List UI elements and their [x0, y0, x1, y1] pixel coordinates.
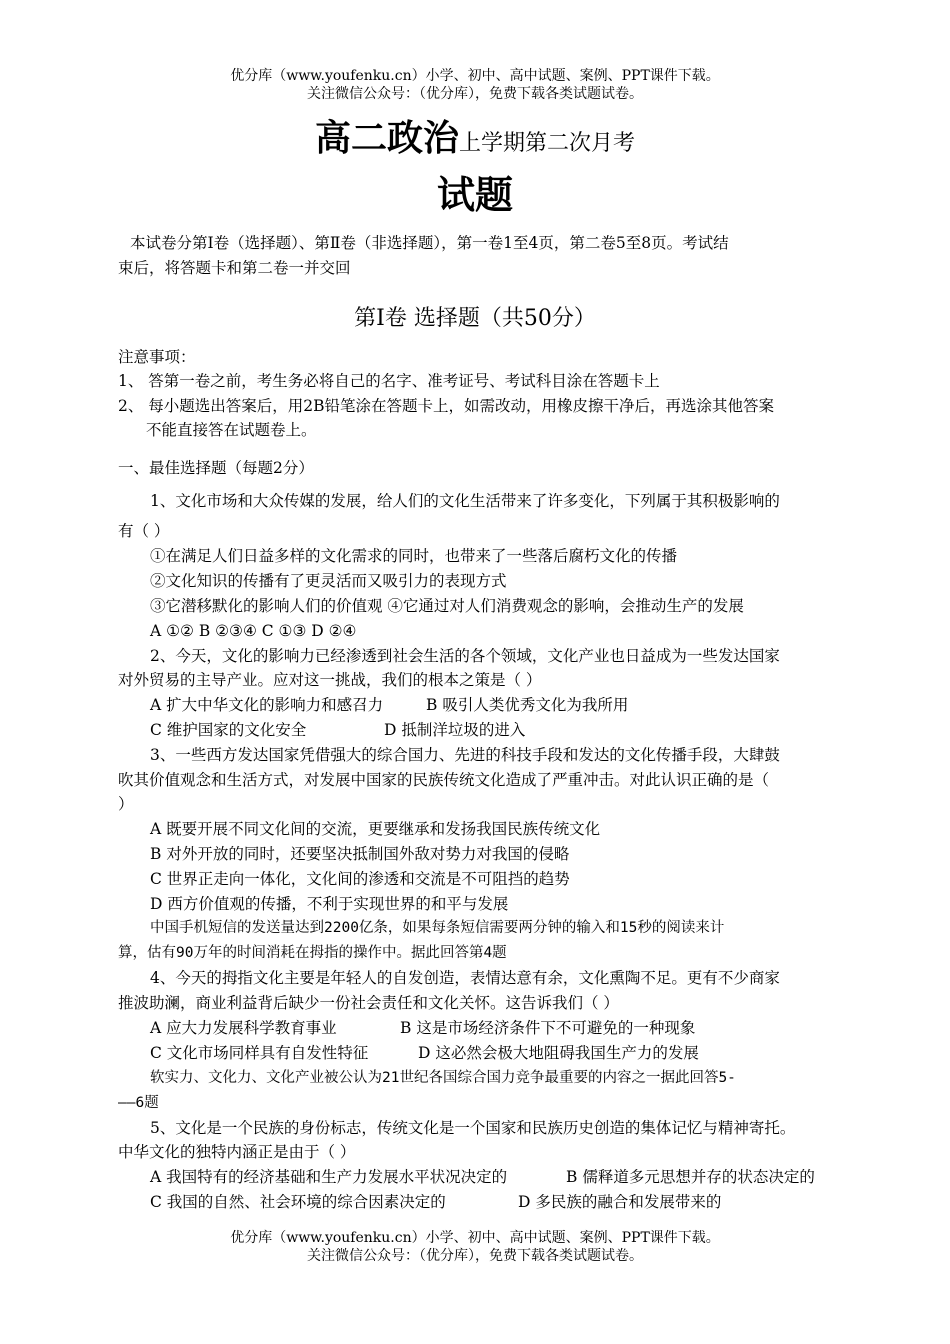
intro-line-2: 束后，将答题卡和第二卷一并交回 — [118, 259, 351, 277]
q4-option-a: A 应大力发展科学教育事业 — [150, 1019, 337, 1037]
q1-stem-cont: 有（ ） — [118, 522, 170, 540]
title-subject: 高二政治 — [314, 118, 459, 159]
q2-option-a: A 扩大中华文化的影响力和感召力 — [150, 696, 384, 714]
q2-stem-cont: 对外贸易的主导产业。应对这一挑战，我们的根本之策是（ ） — [118, 671, 542, 689]
notice-heading: 注意事项： — [118, 348, 196, 366]
page-title-line2: 试题 — [436, 173, 513, 217]
q5-stem: 5、文化是一个民族的身份标志，传统文化是一个国家和民族历史创造的集体记忆与精神寄托。 — [150, 1119, 796, 1137]
q3-option-a: A 既要开展不同文化间的交流，更要继承和发扬我国民族传统文化 — [150, 820, 601, 838]
q1-statement-3: ③它潜移默化的影响人们的价值观 ④它通过对人们消费观念的影响，会推动生产的发展 — [150, 597, 744, 615]
material-1-line-1: 中国手机短信的发送量达到2200亿条，如果每条短信需要两分钟的输入和15秒的阅读来计 — [150, 920, 725, 936]
q4-option-d: D 这必然会极大地阻碍我国生产力的发展 — [418, 1044, 699, 1062]
header-line-2: 关注微信公众号：（优分库），免费下载各类试题试卷。 — [307, 86, 643, 102]
q4-stem-cont: 推波助澜，商业利益背后缺少一份社会责任和文化关怀。这告诉我们（ ） — [118, 994, 619, 1012]
q5-option-d: D 多民族的融合和发展带来的 — [518, 1193, 722, 1211]
q5-stem-cont: 中华文化的独特内涵正是由于（ ） — [118, 1143, 356, 1161]
q4-option-c: C 文化市场同样具有自发性特征 — [150, 1044, 369, 1062]
q3-option-c: C 世界正走向一体化，文化间的渗透和交流是不可阻挡的趋势 — [150, 870, 570, 888]
material-2-line-2: ——6题 — [118, 1095, 159, 1111]
footer-line-1: 优分库（www.youfenku.cn）小学、初中、高中试题、案例、PPT课件下载。 — [230, 1230, 720, 1246]
q3-stem-end: ） — [118, 795, 134, 813]
q5-option-c: C 我国的自然、社会环境的综合因素决定的 — [150, 1193, 446, 1211]
q2-option-c: C 维护国家的文化安全 — [150, 721, 307, 739]
intro-line-1: 本试卷分第Ⅰ卷（选择题）、第Ⅱ卷（非选择题），第一卷1至4页，第二卷5至8页。考试结 — [130, 234, 729, 252]
page-title — [0, 110, 950, 160]
q2-stem: 2、今天，文化的影响力已经渗透到社会生活的各个领域，文化产业也日益成为一些发达国家 — [150, 647, 780, 665]
q4-option-b: B 这是市场经济条件下不可避免的一种现象 — [400, 1019, 696, 1037]
material-1-line-2: 算，估有90万年的时间消耗在拇指的操作中。据此回答第4题 — [118, 945, 507, 961]
header-line-1: 优分库（www.youfenku.cn）小学、初中、高中试题、案例、PPT课件下载。 — [230, 68, 720, 84]
title-exam: 上学期第二次月考 — [459, 131, 636, 156]
q3-option-b: B 对外开放的同时，还要坚决抵制国外敌对势力对我国的侵略 — [150, 845, 570, 863]
q2-option-d: D 抵制洋垃圾的进入 — [384, 721, 526, 739]
footer-line-2: 关注微信公众号：（优分库），免费下载各类试题试卷。 — [307, 1248, 643, 1264]
q1-stem: 1、文化市场和大众传媒的发展，给人们的文化生活带来了许多变化，下列属于其积极影响的 — [150, 492, 780, 510]
q2-option-b: B 吸引人类优秀文化为我所用 — [426, 696, 629, 714]
q4-stem: 4、今天的拇指文化主要是年轻人的自发创造，表情达意有余，文化熏陶不足。更有不少商家 — [150, 969, 780, 987]
q1-options: A ①② B ②③④ C ①③ D ②④ — [150, 622, 357, 640]
notice-item-2: 2、 每小题选出答案后，用2B铅笔涂在答题卡上，如需改动，用橡皮擦干净后，再选涂其他答案 — [118, 397, 775, 415]
q5-option-b: B 儒释道多元思想并存的状态决定的 — [566, 1168, 815, 1186]
notice-item-1: 1、 答第一卷之前，考生务必将自己的名字、准考证号、考试科目涂在答题卡上 — [118, 372, 660, 390]
q3-stem: 3、一些西方发达国家凭借强大的综合国力、先进的科技手段和发达的文化传播手段，大肆鼓 — [150, 746, 780, 764]
q1-statement-2: ②文化知识的传播有了更灵活而又吸引力的表现方式 — [150, 572, 507, 590]
q3-option-d: D 西方价值观的传播，不利于实现世界的和平与发展 — [150, 895, 509, 913]
q1-statement-1: ①在满足人们日益多样的文化需求的同时，也带来了一些落后腐朽文化的传播 — [150, 547, 678, 565]
section-title: 第Ⅰ卷 选择题（共50分） — [354, 306, 596, 331]
material-2-line-1: 软实力、文化力、文化产业被公认为21世纪各国综合国力竞争最重要的内容之一据此回答5- — [150, 1070, 736, 1086]
part-heading: 一、最佳选择题（每题2分） — [118, 459, 314, 477]
q5-option-a: A 我国特有的经济基础和生产力发展水平状况决定的 — [150, 1168, 508, 1186]
notice-item-2-cont: 不能直接答在试题卷上。 — [146, 421, 317, 439]
q3-stem-cont: 吹其价值观念和生活方式，对发展中国家的民族传统文化造成了严重冲击。对此认识正确的是（ — [118, 771, 770, 789]
